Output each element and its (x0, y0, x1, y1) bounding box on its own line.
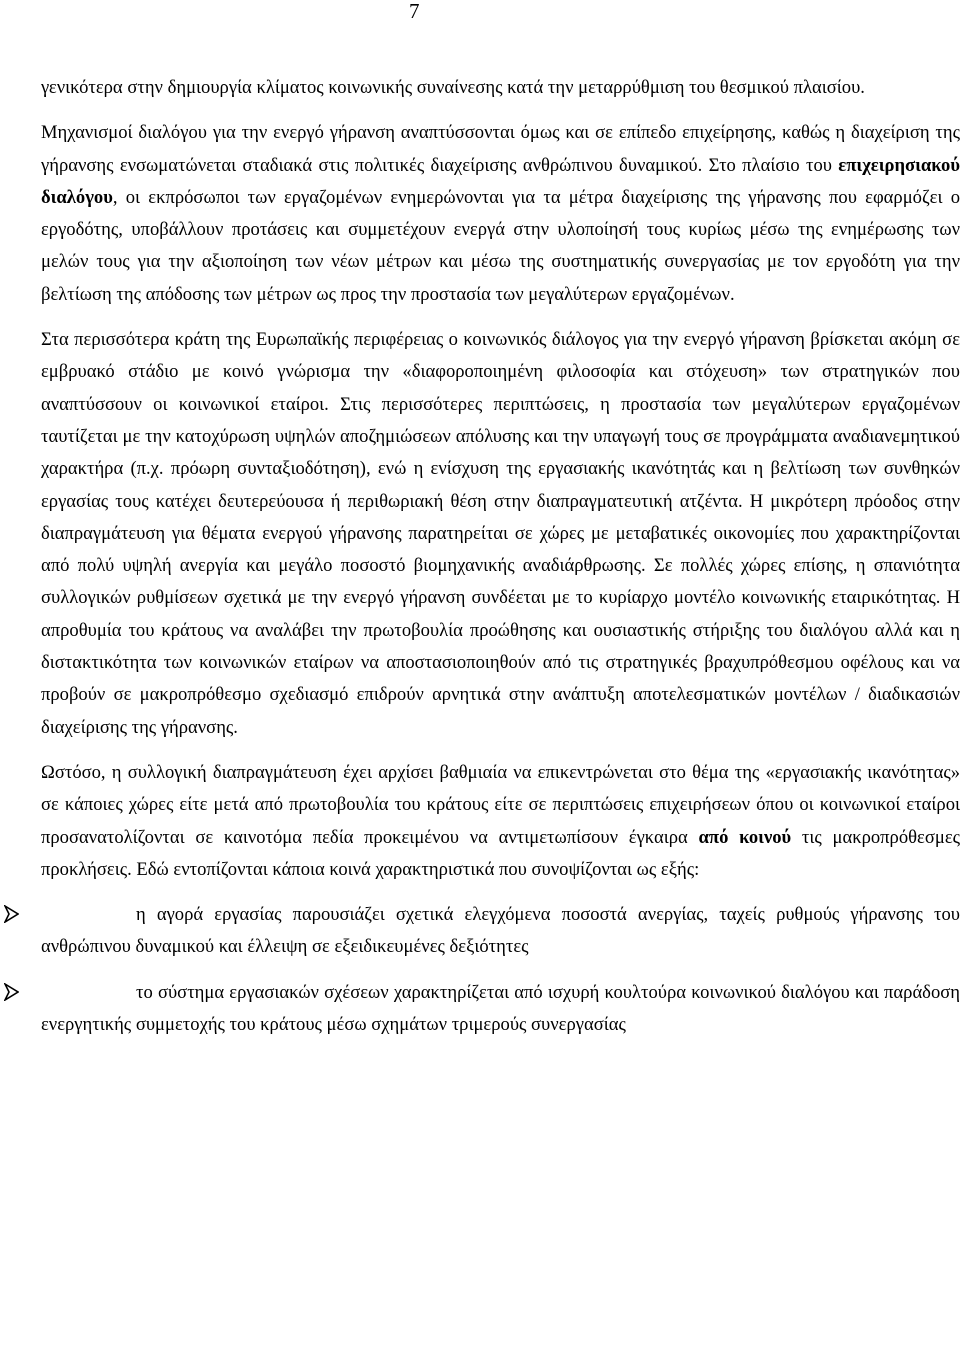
bullet-item-2-rest: διαλόγου και παράδοση ενεργητικής συμμετοχής του κράτους μέσω σχημάτων τριμερούς συνεργασίας (41, 981, 960, 1036)
bullet-item-1-rest: ρυθμούς γήρανσης του ανθρώπινου δυναμικού και έλλειψη σε εξειδικευμένες δεξιότητες (41, 904, 960, 958)
bullet-item-1 (41, 899, 960, 964)
paragraph-1: γενικότερα στην δημιουργία κλίματος κοινωνικής συναίνεσης κατά την μεταρρύθμιση του θεσμικού πλαισίου. (41, 77, 865, 98)
paragraph-4-bold-term: από κοινού (698, 826, 792, 848)
paragraph-2-bold-term: επιχειρησιακού διαλόγου (41, 154, 960, 208)
paragraph-2-text-1: Μηχανισμοί διαλόγου για την ενεργό γήρανση αναπτύσσονται όμως και σε επίπεδο επιχείρησης, καθώς η διαχείριση της γήρανσης ενσωματώνεται σταδιακά στις πολιτικές διαχείρισης ανθρώπινου δυναμικού. Στο πλαίσιο του (41, 122, 960, 176)
bullet-item-1-text (41, 899, 960, 964)
bullet-item-1-first-line: η αγορά εργασίας παρουσιάζει σχετικά ελεγχόμενα ποσοστά ανεργίας, ταχείς (136, 904, 765, 926)
bullet-item-2 (41, 977, 960, 1042)
bullet-item-2-text (41, 977, 960, 1042)
document-body (41, 72, 960, 1041)
right-arrowhead-outline-icon (4, 983, 19, 1001)
paragraph-4-text-2: τις μακροπρόθεσμες προκλήσεις. Εδώ εντοπίζονται κάποια κοινά χαρακτηριστικά που συνοψίζονται ως εξής: (41, 826, 960, 880)
paragraph-2-text-2: , οι εκπρόσωποι των εργαζομένων ενημερώνονται για τα μέτρα διαχείρισης της γήρανσης που εφαρμόζει ο εργοδότης, υποβάλλουν προτάσεις και συμμετέχουν ενεργά στην υλοποίησή τους κυρίως μέσω της ενημέρωσης των μελών τους για την αξιοποίηση των νέων μέτρων και μέσω της συστηματικής συνεργασίας με τον εργοδότη για την βελτίωση της απόδοσης των μέτρων ως προς την προστασία των μεγαλύτερων εργαζομένων. (41, 186, 960, 305)
paragraph-2 (41, 117, 960, 311)
paragraph-3: Στα περισσότερα κράτη της Ευρωπαϊκής περιφέρειας ο κοινωνικός διάλογος για την ενεργό γήρανση βρίσκεται ακόμη σε εμβρυακό στάδιο με κοινό γνώρισμα την «διαφοροποιημένη φιλοσοφία και στόχευση» των στρατηγικών που αναπτύσσουν οι κοινωνικοί εταίροι. Στις περισσότερες περιπτώσεις, η προστασία των μεγαλύτερων εργαζομένων ταυτίζεται με την κατοχύρωση υψηλών αποζημιώσεων απόλυσης και την υπαγωγή τους σε προγράμματα αναδιανεμητικού χαρακτήρα (π.χ. πρόωρη συνταξιοδότηση), ενώ η ενίσχυση της εργασιακής ικανότητάς και η βελτίωση των συνθηκών εργασίας τους κατέχει δευτερεύουσα ή περιθωριακή θέση στην διαπραγματευτική ατζέντα. Η μικρότερη πρόοδος στην διαπραγμάτευση για θέματα ενεργού γήρανσης παρατηρείται σε χώρες με μεταβατικές οικονομίες που χαρακτηρίζονται από πολύ υψηλή ανεργία και μεγάλο ποσοστό βιομηχανικής αναδιάρθρωσης. Σε πολλές χώρες επίσης, η σπανιότητα συλλογικών ρυθμίσεων σχετικά με την ενεργό γήρανση συνδέεται με το κυρίαρχο μοντέλο κοινωνικής εταιρικότητας. Η απροθυμία του κράτους να αναλάβει την πρωτοβουλία προώθησης και ουσιαστικής στήριξης του διαλόγου αλλά και η διστακτικότητα των κοινωνικών εταίρων να αποστασιοποιηθούν από τις στρατηγικές βραχυπρόθεσμου οφέλους και να προβούν σε μακροπρόθεσμο σχεδιασμό επιδρούν αρνητικά στην ανάπτυξη αποτελεσματικών μοντέλων / διαδικασιών διαχείρισης της γήρανσης. (41, 329, 960, 738)
page-number: 7 (409, 0, 420, 23)
paragraph-4 (41, 757, 960, 886)
paragraph-4-text-1: Ωστόσο, η συλλογική διαπραγμάτευση έχει αρχίσει βαθμιαία να επικεντρώνεται στο θέμα της «εργασιακής ικανότητας» σε κάποιες χώρες είτε μετά από πρωτοβουλία του κράτους είτε σε περιπτώσεις επιχειρήσεων όπου οι κοινωνικοί εταίροι προσανατολίζονται σε καινοτόμα πεδία προκειμένου να αντιμετωπίσουν έγκαιρα (41, 761, 960, 848)
bullet-item-2-first-line: το σύστημα εργασιακών σχέσεων χαρακτηρίζεται από ισχυρή κουλτούρα κοινωνικού (136, 981, 776, 1003)
right-arrowhead-outline-icon (4, 905, 19, 923)
